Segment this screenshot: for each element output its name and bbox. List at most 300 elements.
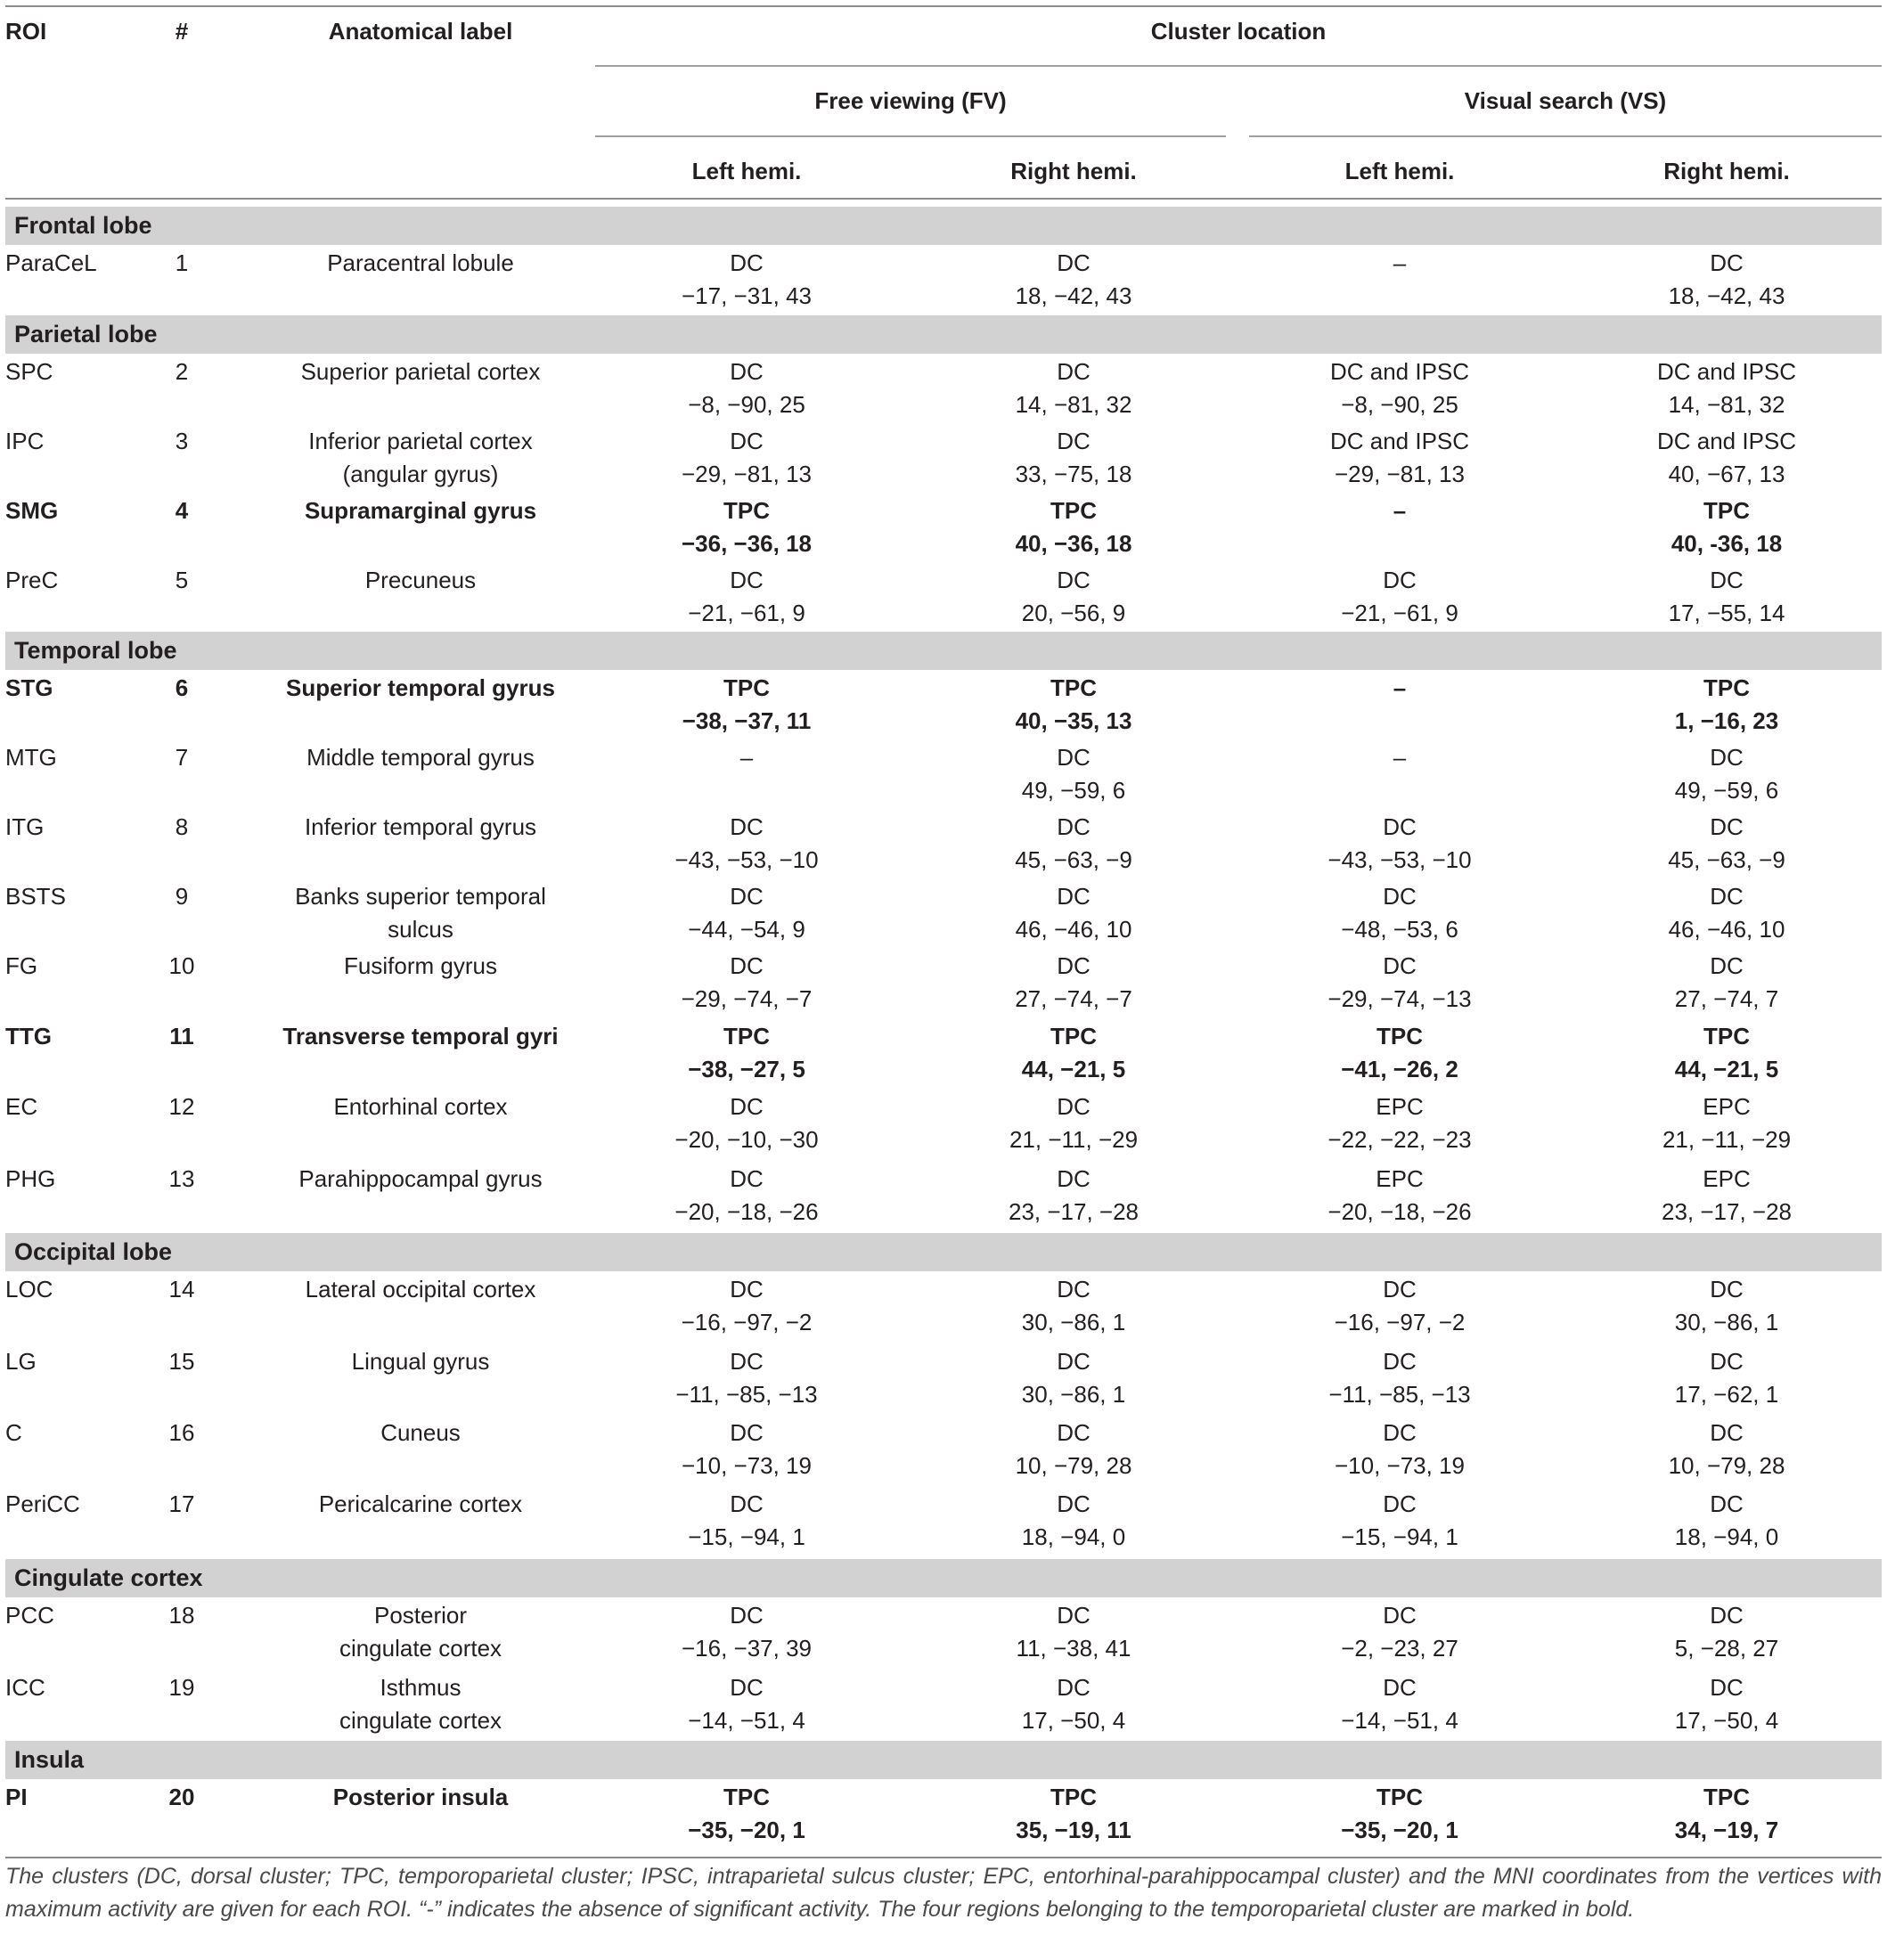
vs-left-cell [1393,247,1406,280]
vs-left-cell-line: −29, −74, −13 [1327,985,1472,1012]
vs-left-cell [1327,1090,1471,1156]
vs-left-cell-line: DC and IPSC [1329,428,1470,454]
fv-left-cell-line: −44, −54, 9 [688,916,805,943]
fv-left-cell-line: DC [730,567,764,593]
anatomical-label-cell [380,1417,461,1450]
vs-left-cell-line: −10, −73, 19 [1334,1452,1466,1479]
vs-left-cell-line: TPC [1376,1023,1423,1049]
anatomical-label-cell-line: Posterior insula [332,1784,509,1810]
vs-right-cell-line: DC [1710,813,1744,840]
vs-left-cell-line: −15, −94, 1 [1341,1523,1458,1550]
anatomical-label-cell [306,741,535,774]
vs-right-cell-line: DC [1710,744,1744,771]
fv-left-cell [675,1345,817,1411]
vs-left-cell-line: DC [1383,883,1417,910]
fv-left-cell-line: −20, −18, −26 [674,1198,819,1225]
fv-left-cell [688,1781,805,1847]
roi-cell: ITG [5,813,45,840]
fv-left-cell [740,741,753,774]
vs-left-cell-line: DC [1383,1348,1417,1375]
bottom-rule [5,1857,1882,1858]
vs-left-cell [1341,1671,1458,1737]
fv-right-cell-line: 49, −59, 6 [1021,777,1126,804]
vs-right-cell-line: 17, −62, 1 [1674,1381,1779,1408]
fv-right-cell-line: 23, −17, −28 [1008,1198,1140,1225]
roi-cell: LOC [5,1276,53,1303]
vs-right-cell-line: 21, −11, −29 [1662,1126,1792,1153]
vs-right-cell-line: DC and IPSC [1656,428,1797,454]
anatomical-label-cell [339,1671,502,1737]
num-cell: 9 [175,883,189,910]
vs-right-cell-line: EPC [1703,1093,1751,1120]
num-cell: 8 [175,813,189,840]
roi-cell: ParaCeL [5,249,97,276]
vs-left-cell-line: – [1393,497,1407,524]
vs-left-cell-line: DC [1383,1602,1417,1629]
vs-left-cell-line: DC [1383,1419,1417,1446]
anatomical-label-cell [308,425,532,491]
fv-right-cell-line: DC [1057,1348,1091,1375]
fv-right-cell-line: 30, −86, 1 [1021,1309,1126,1335]
vs-right-cell-line: EPC [1703,1165,1751,1192]
vs-left-cell-line: −20, −18, −26 [1327,1198,1472,1225]
fv-left-cell-line: DC [730,1674,764,1701]
fv-left-cell-line: TPC [723,1784,770,1810]
vs-right-cell [1675,1488,1778,1554]
vs-right-cell-line: TPC [1703,497,1750,524]
vs-left-cell [1341,1599,1458,1665]
fv-right-cell-line: TPC [1050,1023,1097,1049]
top-rule [5,5,1882,7]
fv-left-cell-line: DC [730,1276,764,1303]
fv-left-cell [674,1090,818,1156]
fv-right-cell-line: DC [1057,1276,1091,1303]
anatomical-label-cell [301,355,541,388]
roi-cell: SPC [5,358,53,385]
fv-left-cell-line: −15, −94, 1 [688,1523,805,1550]
num-cell: 12 [168,1093,195,1120]
fv-left-cell-line: −38, −37, 11 [682,707,812,734]
num-cell: 20 [168,1784,195,1810]
anatomical-label-cell-line: sulcus [388,916,453,943]
anatomical-label-cell-line: Lateral occipital cortex [305,1276,536,1303]
num-cell: 3 [175,428,189,454]
fv-left-cell-line: DC [730,883,764,910]
fv-right-cell-line: 46, −46, 10 [1015,916,1132,943]
fv-right-cell-line: DC [1057,744,1091,771]
fv-left-cell-line: −11, −85, −13 [675,1381,818,1408]
vs-right-cell-line: 10, −79, 28 [1668,1452,1785,1479]
vs-right-cell-line: DC [1710,1348,1744,1375]
roi-cell: SMG [5,497,59,524]
fv-right-cell-line: 21, −11, −29 [1009,1126,1139,1153]
anatomical-label-cell-line: Pericalcarine cortex [318,1490,523,1517]
anatomical-label-cell-line: Transverse temporal gyri [282,1023,559,1049]
vs-right-cell-line: 18, −42, 43 [1668,282,1785,309]
anatomical-label-cell-line: Superior parietal cortex [300,358,541,385]
header-cluster-location: Cluster location [1150,18,1327,45]
fv-left-cell-line: −29, −74, −7 [681,985,813,1012]
vs-right-cell [1675,672,1778,738]
fv-right-cell [1016,425,1132,491]
vs-right-cell-line: DC [1710,1602,1744,1629]
anatomical-label-cell-line: cingulate cortex [339,1635,502,1662]
fv-right-cell-line: DC [1057,952,1091,979]
fv-right-cell-line: 40, −35, 13 [1015,707,1132,734]
cluster-location-rule [595,65,1882,67]
vs-right-cell [1657,355,1796,421]
fv-left-cell-line: DC [730,1419,764,1446]
fv-right-cell-line: 35, −19, 11 [1016,1817,1131,1843]
fv-right-cell-line: 18, −94, 0 [1021,1523,1126,1550]
fv-right-cell [1009,1090,1138,1156]
num-cell: 13 [168,1165,195,1192]
vs-right-cell [1675,1345,1778,1411]
roi-cell: C [5,1419,22,1446]
header-num: # [175,18,189,45]
roi-cell: PI [5,1784,28,1810]
vs-left-cell-line: −29, −81, 13 [1334,461,1466,487]
roi-cell: LG [5,1348,37,1375]
vs-right-cell-line: TPC [1703,1784,1750,1810]
vs-right-cell-line: TPC [1703,1023,1750,1049]
fv-right-cell [1022,1273,1125,1339]
vs-left-cell [1393,494,1406,527]
fv-right-cell-line: DC [1057,249,1091,276]
section-band [5,315,1882,354]
fv-right-cell-line: DC [1057,567,1091,593]
vs-left-cell-line: EPC [1376,1093,1424,1120]
fv-right-cell-line: 44, −21, 5 [1021,1056,1126,1082]
fv-right-cell [1016,494,1132,560]
fv-right-cell-line: 20, −56, 9 [1021,600,1126,626]
fv-left-cell-line: DC [730,952,764,979]
vs-right-cell-line: 17, −55, 14 [1668,600,1785,626]
roi-cell: PHG [5,1165,56,1192]
fv-left-cell-line: DC [730,813,764,840]
fv-right-cell-line: 40, −36, 18 [1015,530,1132,557]
anatomical-label-cell-line: Precuneus [364,567,477,593]
anatomical-label-cell-line: Entorhinal cortex [333,1093,508,1120]
fv-left-cell [682,950,813,1016]
vs-left-cell-line: −16, −97, −2 [1334,1309,1466,1335]
fv-right-cell-line: 14, −81, 32 [1015,391,1132,418]
fv-left-cell-line: DC [730,358,764,385]
anatomical-label-cell [333,1090,507,1123]
vs-left-cell-line: DC [1383,1276,1417,1303]
fv-right-cell-line: TPC [1050,1784,1097,1810]
num-cell: 4 [175,497,189,524]
vs-left-cell-line: DC [1383,952,1417,979]
vs-left-cell-line: −43, −53, −10 [1327,846,1472,873]
fv-right-cell-line: DC [1057,1602,1091,1629]
vs-left-cell-line: – [1393,674,1407,701]
num-cell: 14 [168,1276,195,1303]
vs-left-cell [1327,950,1471,1016]
vs-left-cell-line: DC [1383,567,1417,593]
num-cell: 17 [168,1490,195,1517]
vs-left-cell-line: DC [1383,1674,1417,1701]
vs-right-cell-line: 27, −74, 7 [1674,985,1779,1012]
fv-left-cell-line: −43, −53, −10 [674,846,819,873]
fv-right-cell-line: DC [1057,1419,1091,1446]
fv-rule [595,135,1226,137]
vs-left-cell-line: −41, −26, 2 [1341,1056,1458,1082]
header-bottom-rule [5,198,1882,200]
fv-right-cell-line: 10, −79, 28 [1015,1452,1132,1479]
vs-right-cell-line: 46, −46, 10 [1668,916,1785,943]
anatomical-label-cell-line: Banks superior temporal [295,883,546,910]
fv-right-cell [1022,564,1125,630]
num-cell: 19 [168,1674,195,1701]
vs-left-cell [1335,1417,1465,1482]
section-band [5,1741,1882,1779]
vs-left-cell [1393,741,1406,774]
vs-right-cell [1675,1781,1778,1847]
vs-left-cell [1341,1020,1458,1086]
num-cell: 5 [175,567,189,593]
anatomical-label-cell [295,880,546,946]
header-free-viewing: Free viewing (FV) [814,87,1007,114]
fv-left-cell [682,247,812,313]
anatomical-label-cell-line: Inferior parietal cortex [308,428,533,454]
fv-right-cell [1016,1781,1131,1847]
section-title: Cingulate cortex [14,1564,203,1591]
anatomical-label-cell [344,950,497,983]
fv-right-cell [1022,1671,1125,1737]
vs-left-cell [1393,672,1406,705]
fv-right-cell [1017,1599,1131,1665]
fv-left-cell-line: −36, −36, 18 [681,530,813,557]
section-title: Frontal lobe [14,212,152,239]
vs-right-cell [1662,1163,1792,1229]
header-fv-left: Left hemi. [691,158,802,184]
fv-left-cell-line: −21, −61, 9 [688,600,805,626]
fv-right-cell-line: DC [1057,1674,1091,1701]
vs-left-cell-line: −21, −61, 9 [1341,600,1458,626]
fv-left-cell-line: −16, −37, 39 [681,1635,813,1662]
table-footnote: The clusters (DC, dorsal cluster; TPC, temporoparietal cluster; IPSC, intraparietal sulcus cluster; EPC, entorhinal-parahippocampal cluster) and the MNI coordinates from the vertices with maximum activity are given for each ROI. “-” indicates the absence of significant activity. The four regions belonging to the temporoparietal cluster are marked in bold. [5,1864,1882,1922]
fv-left-cell [688,880,805,946]
anatomical-label-cell [305,494,536,527]
fv-left-cell [674,1163,818,1229]
vs-left-cell [1335,1273,1466,1339]
vs-left-cell [1328,1345,1470,1411]
fv-left-cell-line: −17, −31, 43 [681,282,813,309]
fv-right-cell-line: DC [1057,358,1091,385]
vs-right-cell-line: DC [1710,1490,1744,1517]
fv-left-cell-line: TPC [723,1023,770,1049]
vs-right-cell-line: 30, −86, 1 [1674,1309,1779,1335]
header-vs-left: Left hemi. [1344,158,1455,184]
vs-right-cell-line: 49, −59, 6 [1674,777,1779,804]
fv-right-cell [1022,1488,1125,1554]
fv-left-cell [682,1599,812,1665]
fv-left-cell-line: −16, −97, −2 [681,1309,813,1335]
anatomical-label-cell-line: (angular gyrus) [342,461,499,487]
fv-left-cell [688,1020,805,1086]
section-band [5,632,1882,670]
roi-cell: TTG [5,1023,52,1049]
vs-left-cell-line: – [1393,744,1407,771]
vs-left-cell-line: EPC [1376,1165,1424,1192]
fv-left-cell-line: DC [730,428,764,454]
vs-right-cell-line: DC [1710,1419,1744,1446]
fv-left-cell [688,355,805,421]
vs-right-cell-line: 45, −63, −9 [1668,846,1785,873]
fv-left-cell-line: −8, −90, 25 [688,391,805,418]
fv-left-cell-line: −20, −10, −30 [674,1126,819,1153]
fv-right-cell [1016,1417,1132,1482]
vs-left-cell-line: −35, −20, 1 [1341,1817,1458,1843]
vs-right-cell [1675,1671,1778,1737]
vs-right-cell [1668,811,1785,877]
header-vs-right: Right hemi. [1663,158,1790,184]
vs-right-cell [1669,247,1785,313]
fv-left-cell [682,494,812,560]
num-cell: 1 [175,249,189,276]
anatomical-label-cell-line: Inferior temporal gyrus [304,813,537,840]
fv-right-cell [1016,672,1132,738]
anatomical-label-cell [286,672,555,705]
vs-left-cell [1341,1488,1458,1554]
fv-left-cell-line: DC [730,1348,764,1375]
anatomical-label-cell [365,564,476,597]
anatomical-label-cell-line: Middle temporal gyrus [306,744,535,771]
vs-right-cell-line: DC [1710,952,1744,979]
fv-right-cell-line: 18, −42, 43 [1015,282,1132,309]
vs-right-cell-line: 17, −50, 4 [1674,1707,1779,1734]
vs-right-cell-line: 40, −67, 13 [1668,461,1785,487]
vs-right-cell-line: 14, −81, 32 [1668,391,1785,418]
fv-left-cell-line: DC [730,1093,764,1120]
fv-right-cell-line: 17, −50, 4 [1021,1707,1126,1734]
vs-left-cell [1341,1781,1458,1847]
num-cell: 7 [175,744,189,771]
vs-left-cell [1341,880,1458,946]
fv-left-cell [688,564,805,630]
fv-left-cell-line: TPC [723,497,770,524]
vs-left-cell-line: −8, −90, 25 [1341,391,1458,418]
fv-left-cell-line: TPC [723,674,770,701]
roi-cell: MTG [5,744,57,771]
vs-right-cell-line: DC and IPSC [1656,358,1797,385]
vs-right-cell-line: 34, −19, 7 [1674,1817,1779,1843]
num-cell: 2 [175,358,189,385]
vs-right-cell-line: 18, −94, 0 [1674,1523,1779,1550]
anatomical-label-cell-line: Posterior [373,1602,468,1629]
fv-left-cell [688,1671,805,1737]
roi-cell: ICC [5,1674,45,1701]
anatomical-label-cell-line: Lingual gyrus [351,1348,490,1375]
vs-right-cell [1675,1599,1778,1665]
vs-right-cell [1669,880,1785,946]
anatomical-label-cell-line: Supramarginal gyrus [304,497,537,524]
fv-left-cell [682,672,812,738]
fv-right-cell-line: 27, −74, −7 [1015,985,1132,1012]
vs-right-cell-line: 40, -36, 18 [1671,530,1783,557]
fv-left-cell [682,1273,813,1339]
fv-right-cell-line: DC [1057,813,1091,840]
roi-cell: IPC [5,428,45,454]
fv-left-cell-line: −35, −20, 1 [688,1817,805,1843]
section-band [5,1233,1882,1271]
vs-right-cell-line: 5, −28, 27 [1674,1635,1779,1662]
vs-right-cell-line: TPC [1703,674,1750,701]
vs-left-cell [1330,425,1469,491]
num-cell: 16 [168,1419,195,1446]
fv-right-cell-line: 30, −86, 1 [1021,1381,1126,1408]
section-band [5,1559,1882,1597]
fv-left-cell [682,1417,812,1482]
fv-right-cell-line: TPC [1050,674,1097,701]
vs-left-cell [1341,564,1458,630]
anatomical-label-cell [339,1599,502,1665]
header-roi: ROI [5,18,47,45]
fv-right-cell-line: DC [1057,1490,1091,1517]
roi-cell: STG [5,674,53,701]
vs-right-cell-line: DC [1710,567,1744,593]
fv-left-cell [688,1488,805,1554]
anatomical-label-cell [327,247,514,280]
anatomical-label-cell-line: Cuneus [380,1419,461,1446]
vs-right-cell-line: DC [1710,1674,1744,1701]
anatomical-label-cell [319,1488,522,1521]
vs-right-cell [1671,494,1782,560]
vs-left-cell [1330,355,1469,421]
vs-left-cell-line: DC [1383,813,1417,840]
vs-right-cell-line: DC [1710,883,1744,910]
vs-right-cell [1657,425,1796,491]
vs-left-cell-line: −48, −53, 6 [1341,916,1458,943]
vs-right-cell [1675,741,1778,807]
vs-left-cell-line: – [1393,249,1407,276]
header-fv-right: Right hemi. [1010,158,1137,184]
anatomical-label-cell [333,1781,509,1814]
anatomical-label-cell [306,1273,536,1306]
num-cell: 15 [168,1348,195,1375]
fv-left-cell-line: −14, −51, 4 [688,1707,805,1734]
num-cell: 11 [169,1023,194,1049]
fv-left-cell [674,811,818,877]
fv-right-cell-line: 45, −63, −9 [1015,846,1132,873]
vs-left-cell-line: DC [1383,1490,1417,1517]
fv-right-cell-line: DC [1057,1093,1091,1120]
vs-left-cell-line: −11, −85, −13 [1328,1381,1471,1408]
fv-right-cell [1009,1163,1139,1229]
fv-right-cell-line: TPC [1050,497,1097,524]
fv-left-cell-line: −38, −27, 5 [688,1056,805,1082]
vs-right-cell [1675,1273,1778,1339]
section-title: Temporal lobe [14,637,177,664]
fv-right-cell [1022,741,1125,807]
fv-right-cell-line: DC [1057,883,1091,910]
anatomical-label-cell-line: Isthmus [380,1674,462,1701]
vs-right-cell-line: 44, −21, 5 [1674,1056,1779,1082]
fv-right-cell-line: DC [1057,428,1091,454]
vs-right-cell [1662,1090,1791,1156]
vs-right-cell-line: 1, −16, 23 [1674,707,1779,734]
fv-right-cell [1015,811,1132,877]
section-band [5,207,1882,245]
fv-left-cell-line: DC [730,1490,764,1517]
anatomical-label-cell-line: Parahippocampal gyrus [298,1165,543,1192]
roi-cell: PeriCC [5,1490,80,1517]
num-cell: 10 [168,952,195,979]
vs-left-cell-line: −14, −51, 4 [1341,1707,1458,1734]
vs-right-cell-line: DC [1710,249,1744,276]
vs-left-cell-line: −2, −23, 27 [1341,1635,1458,1662]
